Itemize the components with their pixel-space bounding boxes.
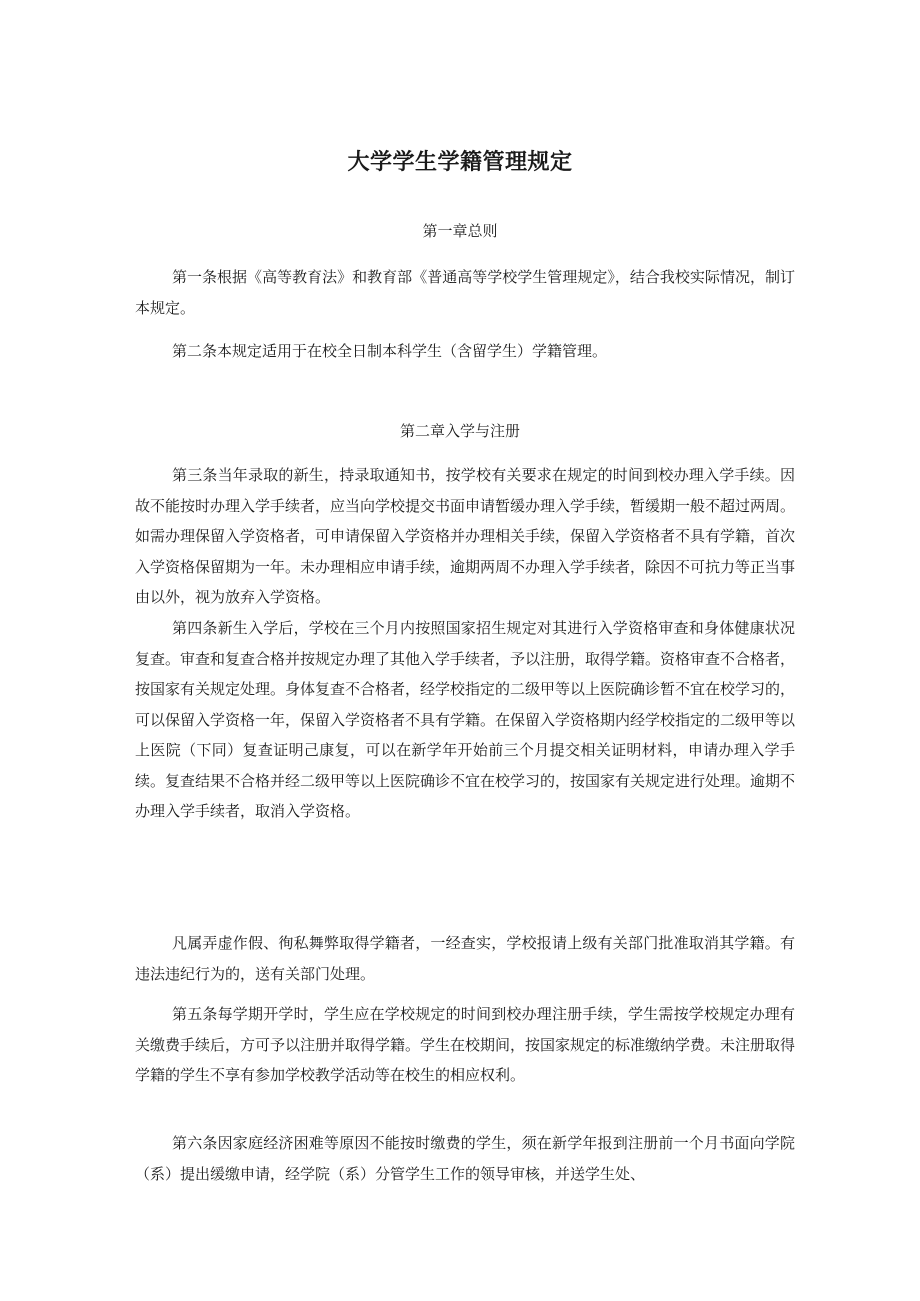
article-1-paragraph: 第一条根据《高等教育法》和教育部《普通高等学校学生管理规定》，结合我校实际情况，制订本规定。 <box>135 268 795 317</box>
chapter-heading-enrollment: 第二章入学与注册 <box>399 422 520 440</box>
article-4-paragraph: 第四条新生入学后，学校在三个月内按照国家招生规定对其进行入学资格审查和身体健康状况复查。审查和复查合格并按规定办理了其他入学手续者，予以注册，取得学籍。资格审查不合格者，按国家有关规定处理。身体复查不合格者，经学校指定的二级甲等以上医院确诊暂不宜在校学习的，可以保留入学资格一年，保留入学资格者不具有学籍。在保留入学资格期内经学校指定的二级甲等以上医院（下同）复查证明己康复，可以在新学年开始前三个月提交相关证明材料，申请办理入学手续。复查结果不合格并经二级甲等以上医院确诊不宜在校学习的，按国家有关规定进行处理。逾期不办理入学手续者，取消入学资格。 <box>135 619 796 820</box>
article-5-paragraph: 第五条每学期开学时，学生应在学校规定的时间到校办理注册手续，学生需按学校规定办理有关缴费手续后，方可予以注册并取得学籍。学生在校期间，按国家规定的标准缴纳学费。未注册取得学籍的学生不享有参加学校教学活动等在校生的相应权利。 <box>135 1005 796 1084</box>
fraud-clause-paragraph: 凡属弄虚作假、徇私舞弊取得学籍者，一经查实，学校报请上级有关部门批准取消其学籍。有违法违纪行为的，送有关部门处理。 <box>135 934 795 983</box>
chapter-heading-general: 第一章总则 <box>422 222 498 240</box>
article-6-paragraph: 第六条因家庭经济困难等原因不能按时缴费的学生，须在新学年报到注册前一个月书面向学院（系）提出缓缴申请，经学院（系）分管学生工作的领导审核，并送学生处、 <box>135 1134 795 1183</box>
article-2-paragraph: 第二条本规定适用于在校全日制本科学生（含留学生）学籍管理。 <box>172 342 608 360</box>
article-3-paragraph: 第三条当年录取的新生，持录取通知书，按学校有关要求在规定的时间到校办理入学手续。因故不能按时办理入学手续者，应当向学校提交书面申请暂缓办理入学手续，暂缓期一般不超过两周。如需办理保留入学资格者，可申请保留入学资格并办理相关手续，保留入学资格者不具有学籍，首次入学资格保留期为一年。未办理相应申请手续，逾期两周不办理入学手续者，除因不可抗力等正当事由以外，视为放弃入学资格。 <box>135 466 796 606</box>
document-title: 大学学生学籍管理规定 <box>347 150 573 175</box>
